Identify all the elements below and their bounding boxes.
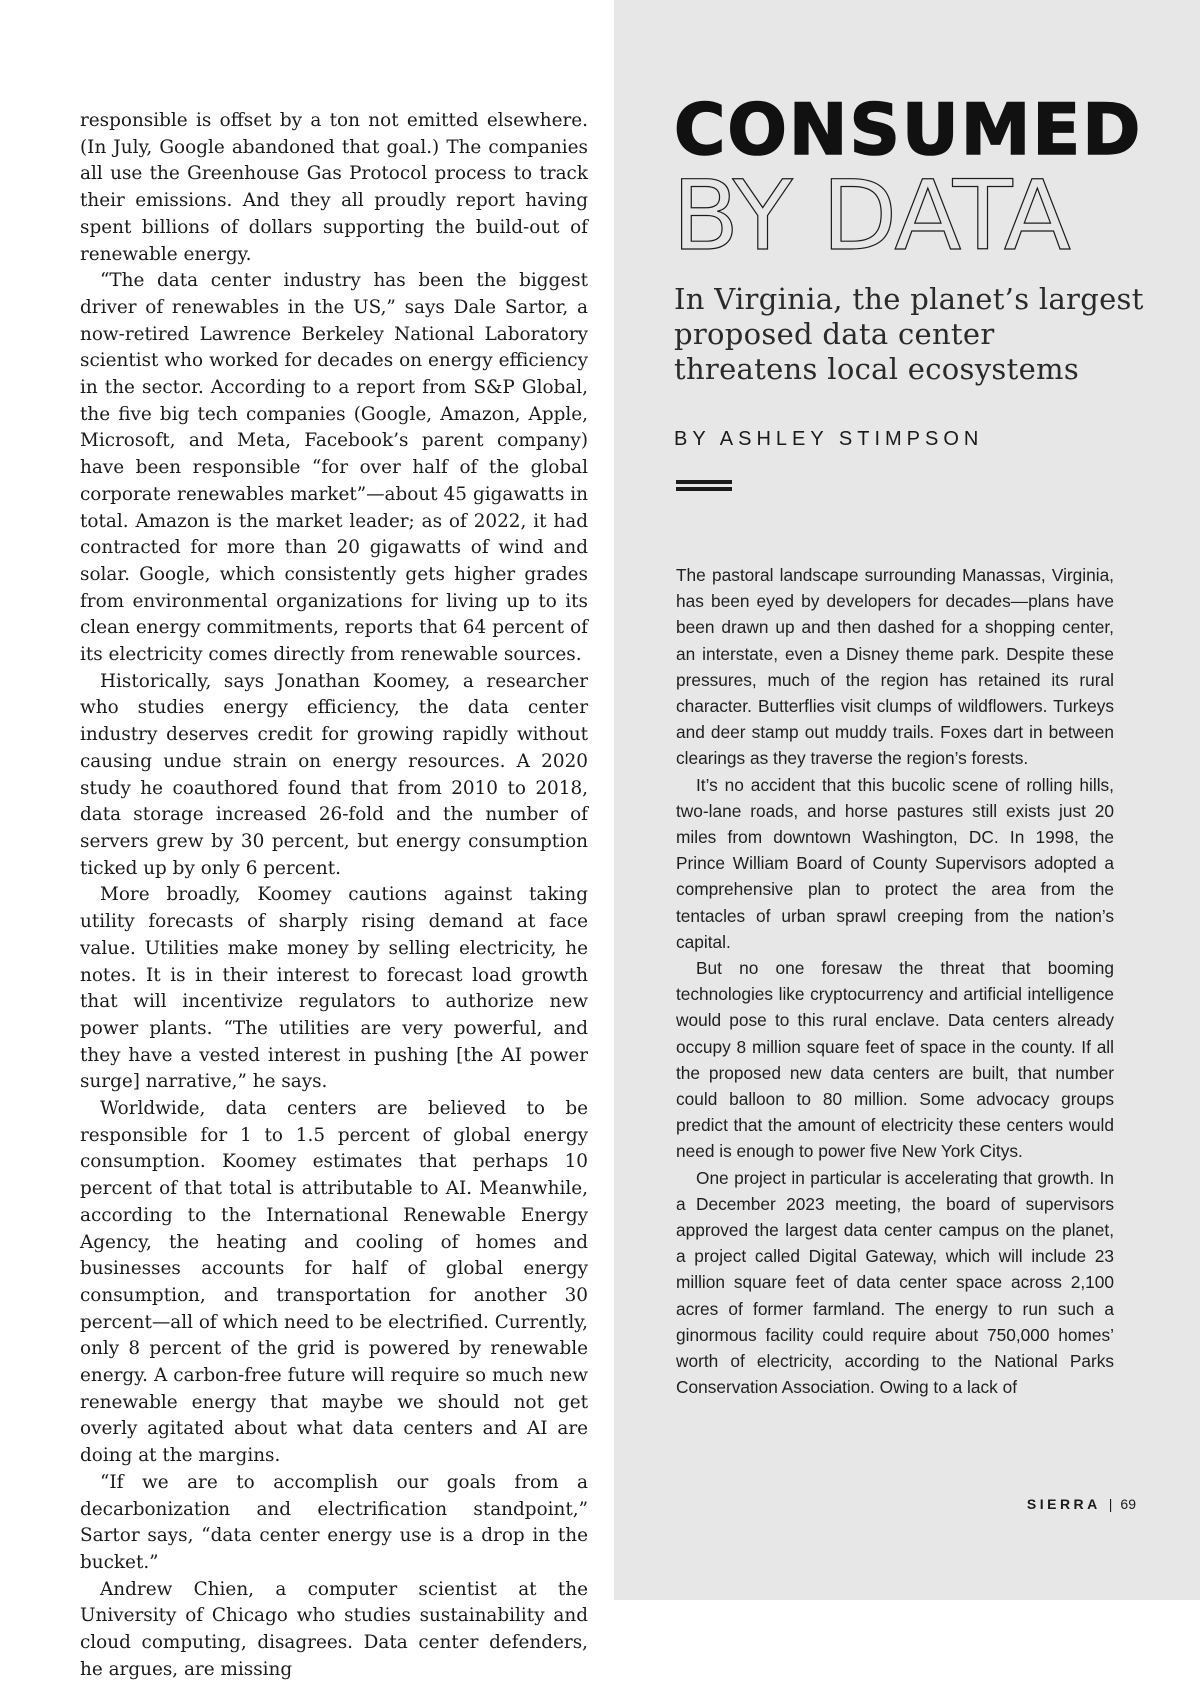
body-paragraph: responsible is offset by a ton not emitted elsewhere. (In July, Google abandoned that goal.) The companies all use the Greenhouse Gas Protocol process to track their emissions. And they all proudly report having spent billions of dollars supporting the build-out of renewable energy.: [80, 110, 588, 265]
body-paragraph: Worldwide, data centers are believed to be responsible for 1 to 1.5 percent of global energy consumption. Koomey estimates that perhaps 10 percent of that total is attributable to AI. Meanwhile, according to the International Renewable Energy Agency, the heating and cooling of homes and businesses accounts for half of global energy consumption, and transportation for another 30 percent—all of which need to be electrified. Currently, only 8 percent of the grid is powered by renewable energy. A carbon-free future will require so much new renewable energy that maybe we should not get overly agitated about what data centers and AI are doing at the margins.: [80, 1098, 588, 1467]
feature-opener-panel: [614, 0, 1200, 1600]
folio-separator: |: [1108, 1496, 1113, 1512]
body-paragraph: The pastoral landscape surrounding Manassas, Virginia, has been eyed by developers for decades—plans have been drawn up and then dashed for a shopping center, an interstate, even a Disney theme park. Despite these pressures, much of the region has retained its rural character. Butterflies visit clumps of wildflowers. Turkeys and deer stamp out muddy trails. Foxes dart in between clearings as they traverse the region’s forests.: [676, 565, 1114, 769]
headline-line-1: CONSUMED: [674, 89, 1143, 171]
body-paragraph: Andrew Chien, a computer scientist at the University of Chicago who studies sustainability and cloud computing, disagrees. Data center defenders, he argues, are missing: [80, 1578, 588, 1680]
body-paragraph: More broadly, Koomey cautions against taking utility forecasts of sharply rising demand at face value. Utilities make money by selling electricity, he notes. It is in their interest to forecast load growth that will incentivize regulators to authorize new power plants. “The utilities are very powerful, and they have a vested interest in pushing [the AI power surge] narrative,” he says.: [80, 884, 588, 1093]
byline: BY ASHLEY STIMPSON: [674, 428, 984, 450]
body-paragraph: It’s no accident that this bucolic scene of rolling hills, two-lane roads, and horse pastures still exists just 20 miles from downtown Washington, DC. In 1998, the Prince William Board of County Supervisors adopted a comprehensive plan to protect the area from the tentacles of urban sprawl creeping from the nation’s capital.: [676, 774, 1114, 952]
headline-line-2: [672, 160, 1070, 272]
divider-rule: [676, 480, 732, 484]
body-paragraph: “If we are to accomplish our goals from a decarbonization and electrification standpoint,” Sartor says, “data center energy use is a drop in the bucket.”: [80, 1471, 588, 1573]
body-paragraph: Historically, says Jonathan Koomey, a researcher who studies energy efficiency, the data center industry deserves credit for growing rapidly without causing undue strain on energy resources. A 2020 study he coauthored found that from 2010 to 2018, data storage increased 26-fold and the number of servers grew by 30 percent, but energy consumption ticked up by only 6 percent.: [80, 670, 588, 879]
body-paragraph: But no one foresaw the threat that booming technologies like cryptocurrency and artificial intelligence would pose to this rural enclave. Data centers already occupy 8 million square feet of space in the county. If all the proposed new data centers are built, that number could balloon to 80 million. Some advocacy groups predict that the amount of electricity these centers would need is enough to power five New York Citys.: [676, 958, 1114, 1162]
page-number: 69: [1120, 1496, 1136, 1512]
body-paragraph: “The data center industry has been the biggest driver of renewables in the US,” says Dale Sartor, a now-retired Lawrence Berkeley National Laboratory scientist who worked for decades on energy efficiency in the sector. According to a report from S&P Global, the five big tech companies (Google, Amazon, Apple, Microsoft, and Meta, Facebook’s parent company) have been responsible “for over half of the global corporate renewables market”—about 45 gigawatts in total. Amazon is the market leader; as of 2022, it had contracted for more than 20 gigawatts of wind and solar. Google, which consistently gets higher grades from environmental organizations for living up to its clean energy commitments, reports that 64 percent of its electricity comes directly from renewable sources.: [80, 270, 588, 666]
left-article-column: [80, 108, 588, 1683]
divider-rule: [676, 487, 732, 491]
headline-line-2-text: BY DATA: [672, 160, 1070, 272]
page-folio: [982, 1496, 1136, 1512]
publication-name: SIERRA: [1026, 1496, 1101, 1512]
right-article-column: [676, 562, 1114, 1401]
body-paragraph: One project in particular is accelerating that growth. In a December 2023 meeting, the board of supervisors approved the largest data center campus on the planet, a project called Digital Gateway, which will include 23 million square feet of data center space across 2,100 acres of former farmland. The energy to run such a ginormous facility could require about 750,000 homes’ worth of electricity, according to the National Parks Conservation Association. Owing to a lack of: [676, 1167, 1114, 1398]
dek: In Virginia, the planet’s largest proposed data center threatens local ecosystems: [674, 282, 1144, 386]
